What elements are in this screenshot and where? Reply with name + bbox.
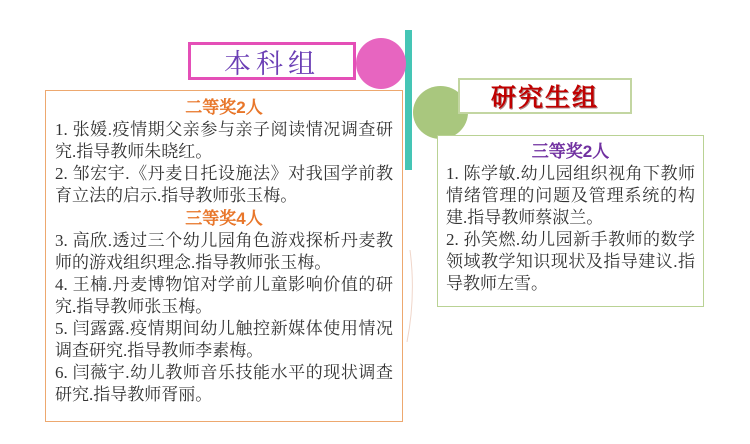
graduate-third-prize-header: 三等奖2人 <box>531 142 610 161</box>
undergrad-group-title: 本科组 <box>224 48 320 79</box>
undergrad-award-item: 4. 王楠.丹麦博物馆对学前儿童影响价值的研究.指导教师张玉梅。 <box>55 275 393 316</box>
undergrad-award-item: 5. 闫露露.疫情期间幼儿触控新媒体使用情况调查研究.指导教师李素梅。 <box>55 319 393 360</box>
graduate-award-item: 2. 孙笑燃.幼儿园新手教师的数学领域教学知识现状及指导建议.指导教师左雪。 <box>446 230 695 293</box>
undergrad-award-item: 6. 闫薇宇.幼儿教师音乐技能水平的现状调查研究.指导教师胥丽。 <box>55 363 393 404</box>
undergrad-second-prize-header: 二等奖2人 <box>185 98 263 117</box>
undergrad-group-title-box <box>188 42 356 80</box>
faint-arc-decoration <box>403 250 417 342</box>
undergrad-awards-panel <box>45 90 403 422</box>
undergrad-award-item: 1. 张媛.疫情期父亲参与亲子阅读情况调查研究.指导教师朱晓红。 <box>55 120 393 161</box>
graduate-award-item: 1. 陈学敏.幼儿园组织视角下教师情绪管理的问题及管理系统的构建.指导教师蔡淑兰。 <box>446 164 695 227</box>
undergrad-third-prize-header: 三等奖4人 <box>185 209 263 228</box>
graduate-group-title: 研究生组 <box>490 84 599 112</box>
vertical-divider-bar <box>405 30 412 170</box>
graduate-group-title-box <box>458 78 632 114</box>
graduate-awards-panel <box>437 135 704 307</box>
undergrad-award-item: 2. 邹宏宇.《丹麦日托设施法》对我国学前教育立法的启示.指导教师张玉梅。 <box>55 164 393 205</box>
undergrad-award-item: 3. 高欣.透过三个幼儿园角色游戏探析丹麦教师的游戏组织理念.指导教师张玉梅。 <box>55 231 393 272</box>
pink-circle-decoration <box>356 38 406 89</box>
